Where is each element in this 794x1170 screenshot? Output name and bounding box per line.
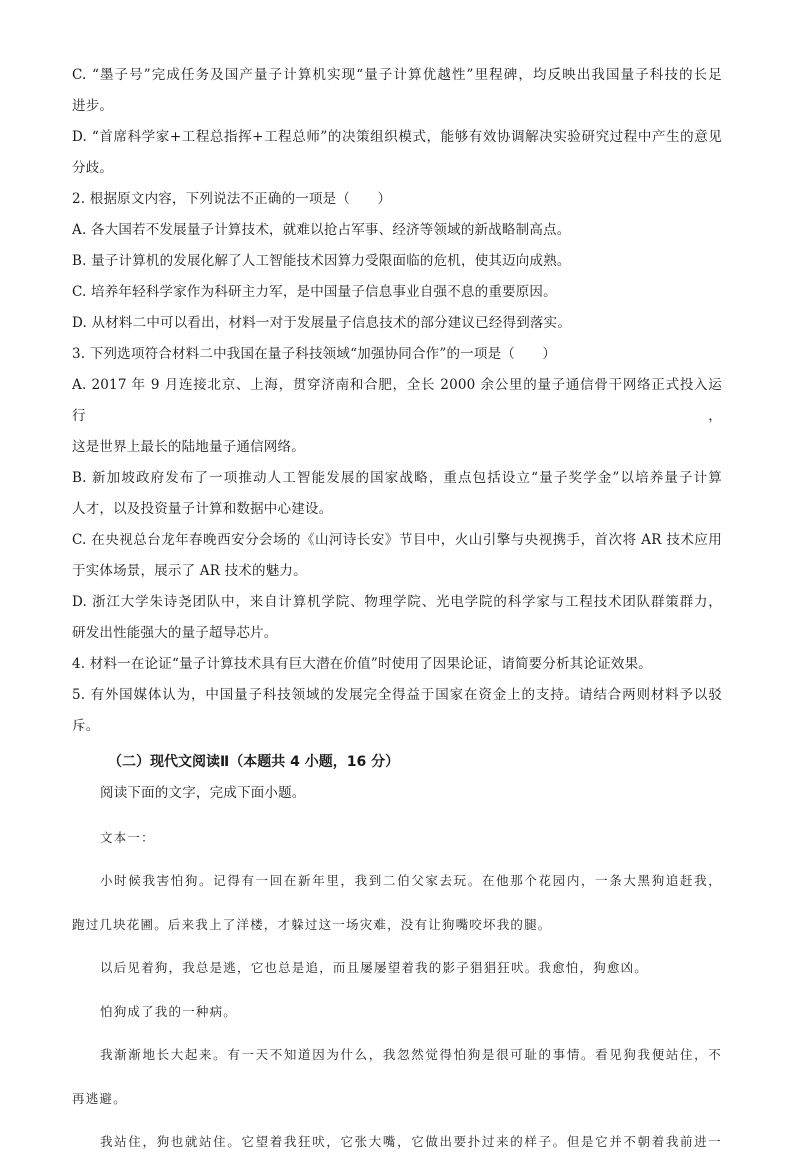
q3-option-b-line2: 人才，以及投资量子计算和数据中心建设。 xyxy=(72,501,333,517)
reading-instruction: 阅读下面的文字，完成下面小题。 xyxy=(100,785,306,801)
q3-option-c-line2: 于实体场景，展示了 AR 技术的魅力。 xyxy=(72,563,307,579)
option-c-line1: C. “墨子号”完成任务及国产量子计算机实现“量子计算优越性”里程碑，均反映出我国量子科技的长足 xyxy=(72,67,722,83)
story-paragraph-5-line1: 我站住，狗也就站住。它望着我狂吠，它张大嘴，它做出要扑过来的样子。但是它并不朝着我前进一 xyxy=(100,1134,722,1149)
q3-option-a-line2: 这是世界上最长的陆地量子通信网络。 xyxy=(72,439,305,455)
q3-option-a-line1: A. 2017 年 9 月连接北京、上海，贯穿济南和合肥，全长 2000 余公里的量子通信骨干网络正式投入运行， xyxy=(72,377,722,424)
text-label: 文本一： xyxy=(100,829,155,845)
story-paragraph-4-line1: 我渐渐地长大起来。有一天不知道因为什么，我忽然觉得怕狗是很可耻的事情。看见狗我便站住，不 xyxy=(100,1047,722,1062)
question-3: 3. 下列选项符合材料二中我国在量子科技领域“加强协同合作”的一项是（ ） xyxy=(72,346,557,362)
story-paragraph-1-line2: 跑过几块花圃。后来我上了洋楼，才躲过这一场灾难，没有让狗嘴咬坏我的腿。 xyxy=(72,916,552,932)
question-4: 4. 材料一在论证“量子计算技术具有巨大潜在价值”时使用了因果论证，请简要分析其论证效果。 xyxy=(72,656,652,672)
q3-option-b-line1: B. 新加坡政府发布了一项推动人工智能发展的国家战略，重点包括设立“量子奖学金”以培养量子计算 xyxy=(72,470,722,486)
q2-option-b: B. 量子计算机的发展化解了人工智能技术因算力受限面临的危机，使其迈向成熟。 xyxy=(72,253,571,269)
q2-option-d: D. 从材料二中可以看出，材料一对于发展量子信息技术的部分建议已经得到落实。 xyxy=(72,315,572,331)
story-paragraph-1-line1: 小时候我害怕狗。记得有一回在新年里，我到二伯父家去玩。在他那个花园内，一条大黑狗追赶我， xyxy=(100,873,722,888)
option-d-line2: 分歧。 xyxy=(72,160,114,176)
q3-option-c-line1: C. 在央视总台龙年春晚西安分会场的《山河诗长安》节目中，火山引擎与央视携手，首次将 AR 技术应用 xyxy=(72,532,722,548)
question-2: 2. 根据原文内容，下列说法不正确的一项是（ ） xyxy=(72,191,392,207)
section-heading: （二）现代文阅读Ⅱ（本题共 4 小题，16 分） xyxy=(108,754,400,770)
q3-option-d-line2: 研发出性能强大的量子超导芯片。 xyxy=(72,625,278,641)
story-paragraph-3: 怕狗成了我的一种病。 xyxy=(100,1003,238,1019)
q3-option-d-line1: D. 浙江大学朱诗尧团队中，来自计算机学院、物理学院、光电学院的科学家与工程技术团队群策群力， xyxy=(72,594,722,610)
option-c-line2: 进步。 xyxy=(72,98,114,114)
story-paragraph-4-line2: 再逃避。 xyxy=(72,1090,127,1106)
question-5-line2: 斥。 xyxy=(72,718,100,734)
document-page xyxy=(72,60,722,1170)
q2-option-a: A. 各大国若不发展量子计算技术，就难以抢占军事、经济等领域的新战略制高点。 xyxy=(72,222,571,238)
option-d-line1: D. “首席科学家+工程总指挥+工程总师”的决策组织模式，能够有效协调解决实验研究过程中产生的意见 xyxy=(72,129,722,145)
story-paragraph-2: 以后见着狗，我总是逃，它也总是追，而且屡屡望着我的影子猖猖狂吠。我愈怕，狗愈凶。 xyxy=(100,960,649,975)
q2-option-c: C. 培养年轻科学家作为科研主力军，是中国量子信息事业自强不息的重要原因。 xyxy=(72,284,557,300)
question-5-line1: 5. 有外国媒体认为，中国量子科技领域的发展完全得益于国家在资金上的支持。请结合两则材料予以驳 xyxy=(72,687,722,703)
